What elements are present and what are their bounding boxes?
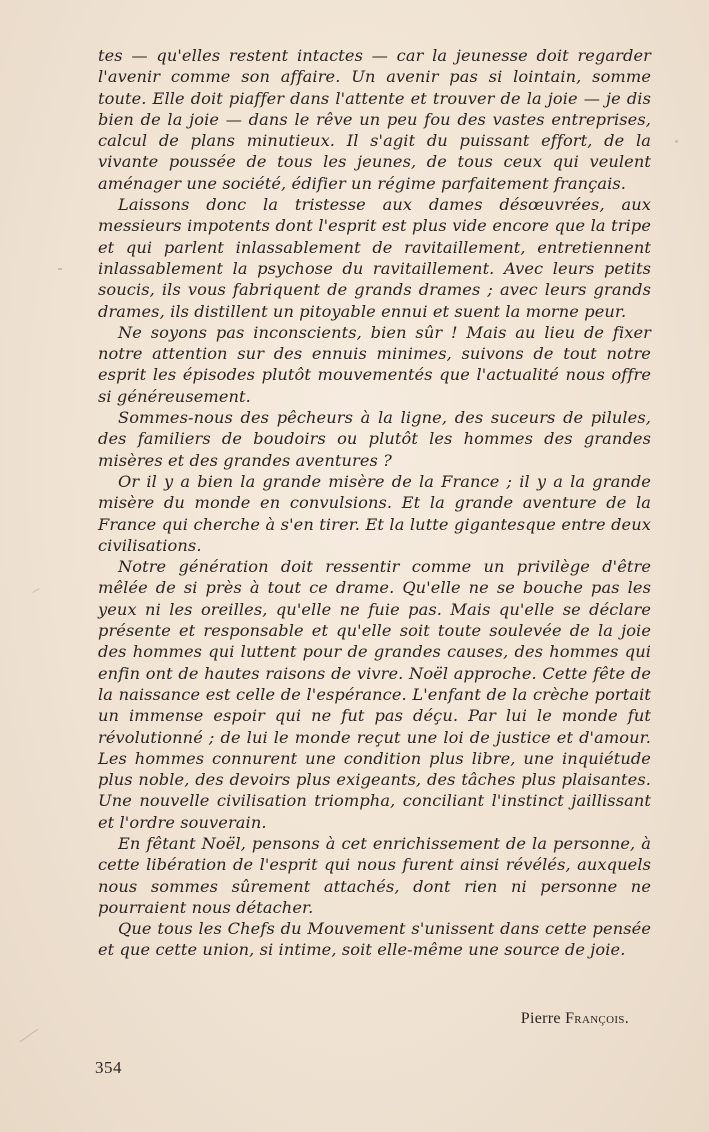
paper-speck [675, 140, 678, 143]
author-last-name: François. [565, 1010, 629, 1027]
paragraph-5: Or il y a bien la grande misère de la France ; il y a la grande misère du monde en convulsions. Et la grande aventure de la France qui cherche à s'en tirer. Et la lutte gigantesque entre deux civilisations. [98, 471, 651, 555]
paragraph-7: En fêtant Noël, pensons à cet enrichissement de la personne, à cette libération de l'esprit qui nous furent ainsi révélés, auxquels nous sommes sûrement attachés, dont rien ni personne ne pourraient nous détacher. [98, 833, 651, 917]
paper-speck [20, 1029, 39, 1042]
article-body [98, 45, 651, 961]
page-number: 354 [95, 1058, 122, 1077]
paper-speck [58, 268, 62, 270]
author-signature [521, 1010, 629, 1028]
author-first-name: Pierre [520, 1010, 561, 1027]
paragraph-8: Que tous les Chefs du Mouvement s'unissent dans cette pensée et que cette union, si intime, soit elle-même une source de joie. [98, 919, 651, 960]
paragraph-4: Sommes-nous des pêcheurs à la ligne, des suceurs de pilules, des familiers de boudoirs ou plutôt les hommes des grandes misères et des grandes aventures ? [98, 408, 651, 470]
paragraph-1: tes — qu'elles restent intactes — car la jeunesse doit regarder l'avenir comme son affaire. Un avenir pas si lointain, somme toute. Elle doit piaffer dans l'attente et trouver de la joie — je dis bien de la joie — dans le rêve un peu fou des vastes entreprises, calcul de plans minutieux. Il s'agit du puissant effort, de la vivante poussée de tous les jeunes, de tous ceux qui veulent aménager une société, édifier un régime parfaitement français. [98, 46, 651, 193]
paragraph-6: Notre génération doit ressentir comme un privilège d'être mêlée de si près à tout ce drame. Qu'elle ne se bouche pas les yeux ni les oreilles, qu'elle ne fuie pas. Mais qu'elle se déclare présente et responsable et qu'elle soit toute soulevée de la joie des hommes qui luttent pour de grandes causes, des hommes qui enfin ont de hautes raisons de vivre. Noël approche. Cette fête de la naissance est celle de l'espérance. L'enfant de la crèche portait un immense espoir qui ne fut pas déçu. Par lui le monde fut révolutionné ; de lui le monde reçut une loi de justice et d'amour. Les hommes connurent une condition plus libre, une inquiétude plus noble, des devoirs plus exigeants, des tâches plus plaisantes. Une nouvelle civilisation triompha, conciliant l'instinct jaillissant et l'ordre souverain. [98, 557, 651, 832]
paragraph-3: Ne soyons pas inconscients, bien sûr ! Mais au lieu de fixer notre attention sur des ennuis minimes, suivons de tout notre esprit les épisodes plutôt mouvementés que l'actualité nous offre si généreusement. [98, 322, 651, 406]
paper-speck [32, 588, 39, 593]
paragraph-2: Laissons donc la tristesse aux dames désœuvrées, aux messieurs impotents dont l'esprit est plus vide encore que la tripe et qui parlent inlassablement de ravitaillement, entretiennent inlassablement la psychose du ravitaillement. Avec leurs petits soucis, ils vous fabriquent de grands drames ; avec leurs grands drames, ils distillent un pitoyable ennui et suent la morne peur. [98, 195, 651, 321]
